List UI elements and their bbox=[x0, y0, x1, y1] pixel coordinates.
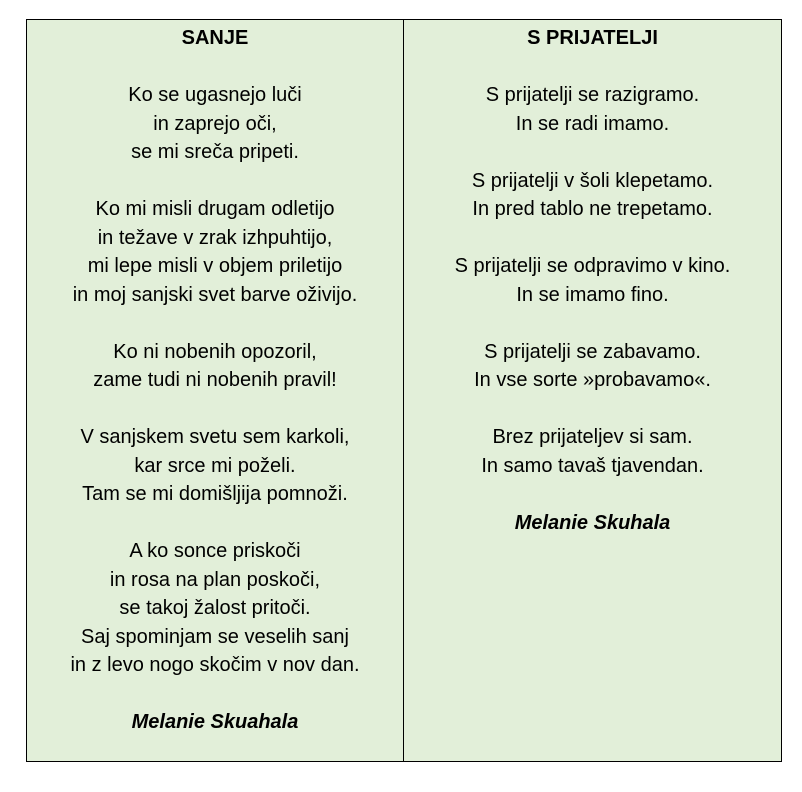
poem-line: Tam se mi domišljija pomnoži. bbox=[82, 483, 348, 505]
poem-line: zame tudi ni nobenih pravil! bbox=[93, 369, 337, 391]
poem-line: kar srce mi poželi. bbox=[134, 454, 296, 477]
poem-line: in zaprejo oči, bbox=[153, 112, 277, 135]
poem-line: S prijatelji se zabavamo. bbox=[484, 340, 701, 363]
poem-title: SANJE bbox=[181, 27, 249, 49]
poem-stanza bbox=[27, 537, 403, 680]
poem-stanza bbox=[27, 338, 403, 395]
poem-line: In pred tablo ne trepetamo. bbox=[472, 198, 713, 220]
poem-line: in rosa na plan poskoči, bbox=[109, 568, 321, 591]
poem-line: V sanjskem svetu sem karkoli, bbox=[80, 426, 350, 448]
poem-stanza bbox=[27, 195, 403, 309]
poem-line: S prijatelji se odpravimo v kino. bbox=[454, 255, 731, 277]
poem-line: In se radi imamo. bbox=[515, 112, 670, 135]
poem-stanza bbox=[404, 81, 781, 138]
poem-title: S PRIJATELJI bbox=[527, 27, 658, 49]
poem-line: A ko sonce priskoči bbox=[129, 540, 301, 562]
poem-column-s-prijatelji bbox=[404, 20, 781, 761]
poem-stanza bbox=[404, 338, 781, 395]
poem-stanza bbox=[404, 252, 781, 309]
poem-line: Ko se ugasnejo luči bbox=[128, 84, 302, 106]
poem-line: Ko mi misli drugam odletijo bbox=[95, 198, 335, 220]
poem-author: Melanie Skuahala bbox=[131, 711, 299, 733]
poem-author: Melanie Skuhala bbox=[514, 511, 671, 534]
poem-stanza bbox=[27, 81, 403, 167]
poem-line: in moj sanjski svet barve oživijo. bbox=[72, 283, 358, 306]
poem-line: S prijatelji se razigramo. bbox=[485, 84, 700, 106]
poem-line: Ko ni nobenih opozoril, bbox=[113, 340, 317, 363]
poem-line: Saj spominjam se veselih sanj bbox=[81, 625, 349, 648]
poem-line: In se imamo fino. bbox=[516, 283, 669, 306]
poem-line: in težave v zrak izhpuhtijo, bbox=[97, 226, 333, 249]
poem-line: mi lepe misli v objem priletijo bbox=[87, 255, 343, 277]
poem-column-sanje bbox=[27, 20, 404, 761]
poem-line: In samo tavaš tjavendan. bbox=[481, 454, 704, 477]
poem-line: In vse sorte »probavamo«. bbox=[474, 369, 711, 391]
poem-table bbox=[26, 19, 782, 762]
poem-line: in z levo nogo skočim v nov dan. bbox=[70, 654, 360, 676]
poem-line: se takoj žalost pritoči. bbox=[119, 597, 311, 619]
poem-line: Brez prijateljev si sam. bbox=[492, 426, 693, 448]
poem-stanza bbox=[27, 423, 403, 509]
poem-stanza bbox=[404, 423, 781, 480]
poem-stanza bbox=[404, 167, 781, 224]
poem-line: se mi sreča pripeti. bbox=[131, 141, 299, 163]
poem-line: S prijatelji v šoli klepetamo. bbox=[471, 169, 714, 192]
